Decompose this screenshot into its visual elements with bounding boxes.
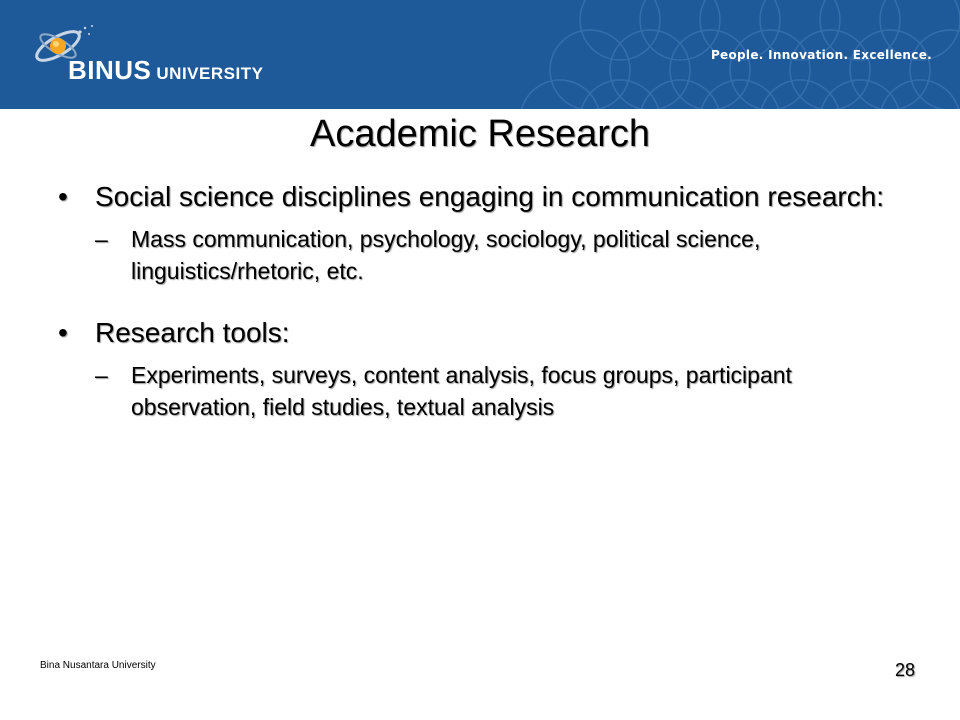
footer-organization: Bina Nusantara University xyxy=(40,660,156,671)
bullet-1 xyxy=(58,178,918,215)
dash-glyph: – xyxy=(95,362,108,388)
bullet-glyph: • xyxy=(58,181,68,212)
slide-title: Academic Research xyxy=(309,113,651,155)
sub-bullet-2-text: Experiments, surveys, content analysis, focus groups, participant observation, field studies, textual analysis xyxy=(131,362,792,420)
header-banner xyxy=(0,0,960,109)
bullet-2 xyxy=(58,314,918,351)
sub-bullet-1-text: Mass communication, psychology, sociology, political science, linguistics/rhetoric, etc. xyxy=(131,226,761,284)
slide-content xyxy=(58,178,918,423)
bullet-2-text: Research tools: xyxy=(95,317,290,348)
logo-wordmark xyxy=(68,57,263,83)
sub-bullet-2 xyxy=(95,359,918,423)
page-number: 28 xyxy=(895,660,916,680)
tagline: People. Innovation. Excellence. xyxy=(710,48,932,62)
dash-glyph: – xyxy=(95,226,108,252)
sub-bullet-1 xyxy=(95,223,918,287)
bullet-glyph: • xyxy=(58,317,68,348)
logo-university-text: UNIVERSITY xyxy=(156,64,264,83)
logo-binus-text: BINUS xyxy=(68,55,152,85)
bullet-1-text: Social science disciplines engaging in communication research: xyxy=(95,181,885,212)
